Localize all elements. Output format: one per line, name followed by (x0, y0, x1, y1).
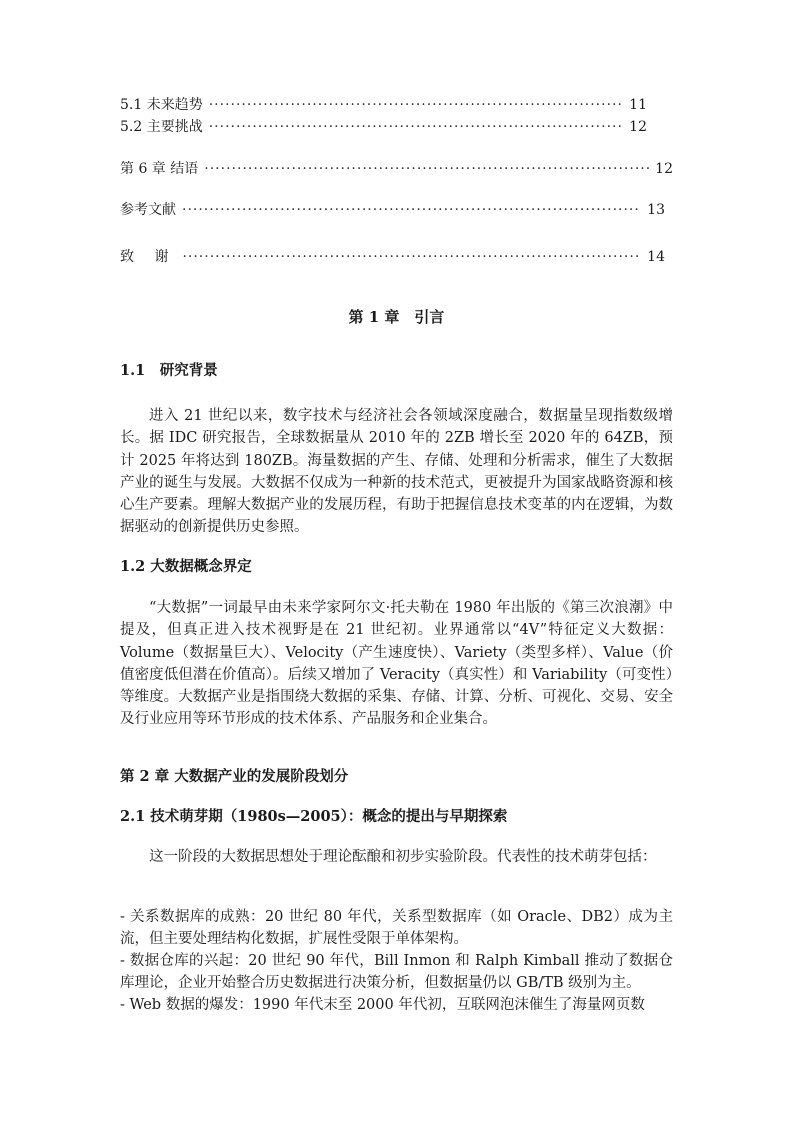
toc-entry-title: 参考文献 (120, 202, 176, 218)
section-1-2-paragraph: “大数据”一词最早由未来学家阿尔文·托夫勒在 1980 年出版的《第三次浪潮》中提及，但真正进入技术视野是在 21 世纪初。业界通常以“4V”特征定义大数据：Volume（数据量巨大）、Velocity（产生速度快）、Variety（类型多样）、Value（价值密度低但潜在价值高）。后续又增加了 Veracity（真实性）和 Variability（可变性）等维度。大数据产业是指围绕大数据的采集、存储、计算、分析、可视化、交易、安全及行业应用等环节形成的技术体系、产品服务和企业集合。 (120, 600, 673, 728)
toc-entry-page: 12 (655, 161, 673, 177)
section-1-2-heading: 1.2 大数据概念界定 (120, 558, 252, 575)
toc-entry-title: 致 谢 (120, 249, 177, 265)
toc-entry[interactable] (120, 201, 665, 219)
toc-leader-dots (182, 201, 641, 219)
chapter-2-title: 第 2 章 大数据产业的发展阶段划分 (120, 768, 349, 785)
toc-entry[interactable] (120, 96, 647, 114)
list-item: - 关系数据库的成熟：20 世纪 80 年代，关系型数据库（如 Oracle、DB2）成为主流，但主要处理结构化数据，扩展性受限于单体架构。 (120, 909, 673, 948)
toc-entry[interactable] (120, 248, 665, 266)
toc-leader-dots (182, 248, 641, 266)
toc-leader-dots (209, 118, 623, 136)
toc-entry-title: 5.2 主要挑战 (120, 119, 203, 135)
chapter-1-title: 第 1 章 引言 (348, 308, 445, 326)
toc-entry-page: 11 (629, 97, 647, 113)
toc-entry-page: 12 (629, 119, 647, 135)
list-item: - Web 数据的爆发：1990 年代末至 2000 年代初，互联网泡沫催生了海量网页数 (120, 997, 645, 1013)
toc-entry-page: 14 (647, 249, 665, 265)
toc-entry-page: 13 (647, 202, 665, 218)
toc-entry-title: 5.1 未来趋势 (120, 97, 203, 113)
section-1-1-heading: 1.1 研究背景 (120, 362, 218, 379)
toc-entry[interactable] (120, 118, 647, 136)
toc-leader-dots (204, 160, 649, 178)
section-2-1-paragraph: 这一阶段的大数据思想处于理论酝酿和初步实验阶段。代表性的技术萌芽包括： (149, 849, 657, 865)
toc-entry[interactable] (120, 160, 673, 178)
list-item: - 数据仓库的兴起：20 世纪 90 年代，Bill Inmon 和 Ralph Kimball 推动了数据仓库理论，企业开始整合历史数据进行决策分析，但数据量仍以 GB/TB 级别为主。 (120, 953, 673, 992)
toc-leader-dots (209, 96, 623, 114)
section-1-1-paragraph: 进入 21 世纪以来，数字技术与经济社会各领域深度融合，数据量呈现指数级增长。据 IDC 研究报告，全球数据量从 2010 年的 2ZB 增长至 2020 年的 64ZB，预计 2025 年将达到 180ZB。海量数据的产生、存储、处理和分析需求，催生了大数据产业的诞生与发展。大数据不仅成为一种新的技术范式，更被提升为国家战略资源和核心生产要素。理解大数据产业的发展历程，有助于把握信息技术变革的内在逻辑，为数据驱动的创新提供历史参照。 (120, 408, 673, 536)
toc-entry-title: 第 6 章 结语 (120, 161, 199, 177)
section-2-1-heading: 2.1 技术萌芽期（1980s—2005）：概念的提出与早期探索 (120, 808, 508, 825)
